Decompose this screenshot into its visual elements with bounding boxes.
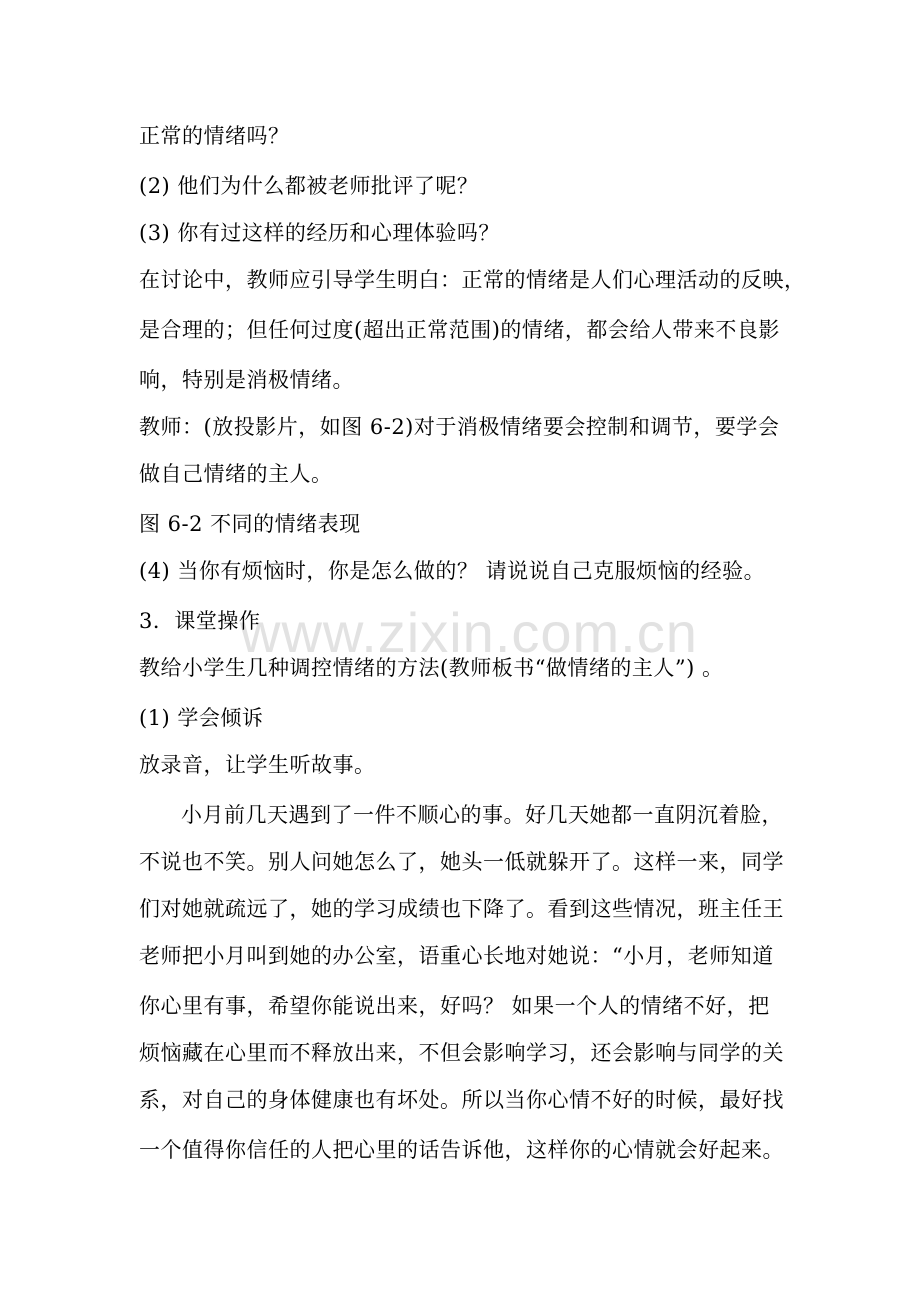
story-line: 一个值得你信任的人把心里的话告诉他，这样你的心情就会好起来。: [139, 1138, 784, 1162]
text-line: 响，特别是消极情绪。: [139, 368, 354, 392]
question-3: (3) 你有过这样的经历和心理体验吗？: [139, 221, 500, 245]
question-2: (2) 他们为什么都被老师批评了呢？: [139, 174, 479, 198]
story-line: 们对她就疏远了，她的学习成绩也下降了。看到这些情况，班主任王: [139, 897, 784, 921]
story-line: 不说也不笑。别人问她怎么了，她头一低就躲开了。这样一来，同学: [139, 850, 784, 874]
text-line: 放录音，让学生听故事。: [139, 753, 376, 777]
text-line: 做自己情绪的主人。: [139, 462, 333, 486]
story-line: 小月前几天遇到了一件不顺心的事。好几天她都一直阴沉着脸，: [181, 803, 783, 827]
story-line: 系，对自己的身体健康也有坏处。所以当你心情不好的时候，最好找: [139, 1088, 784, 1112]
text-line: 教给小学生几种调控情绪的方法(教师板书“做情绪的主人”) 。: [139, 656, 724, 680]
text-line: 正常的情绪吗？: [139, 124, 290, 148]
story-line: 老师把小月叫到她的办公室，语重心长地对她说：“小月，老师知道: [139, 944, 774, 968]
text-line: 在讨论中，教师应引导学生明白：正常的情绪是人们心理活动的反映，: [139, 268, 806, 292]
section-heading: 3．课堂操作: [139, 609, 261, 633]
subheading-1: (1) 学会倾诉: [139, 706, 264, 730]
text-line: 教师：(放投影片，如图 6-2)对于消极情绪要会控制和调节，要学会: [139, 415, 780, 439]
figure-caption: 图 6-2 不同的情绪表现: [139, 512, 361, 536]
story-line: 你心里有事，希望你能说出来，好吗？ 如果一个人的情绪不好，把: [139, 994, 770, 1018]
text-line: 是合理的；但任何过度(超出正常范围)的情绪，都会给人带来不良影: [139, 318, 780, 342]
watermark: www.zixin.com.cn: [240, 601, 698, 664]
question-4: (4) 当你有烦恼时，你是怎么做的？ 请说说自己克服烦恼的经验。: [139, 559, 766, 583]
story-line: 烦恼藏在心里而不释放出来，不但会影响学习，还会影响与同学的关: [139, 1041, 784, 1065]
